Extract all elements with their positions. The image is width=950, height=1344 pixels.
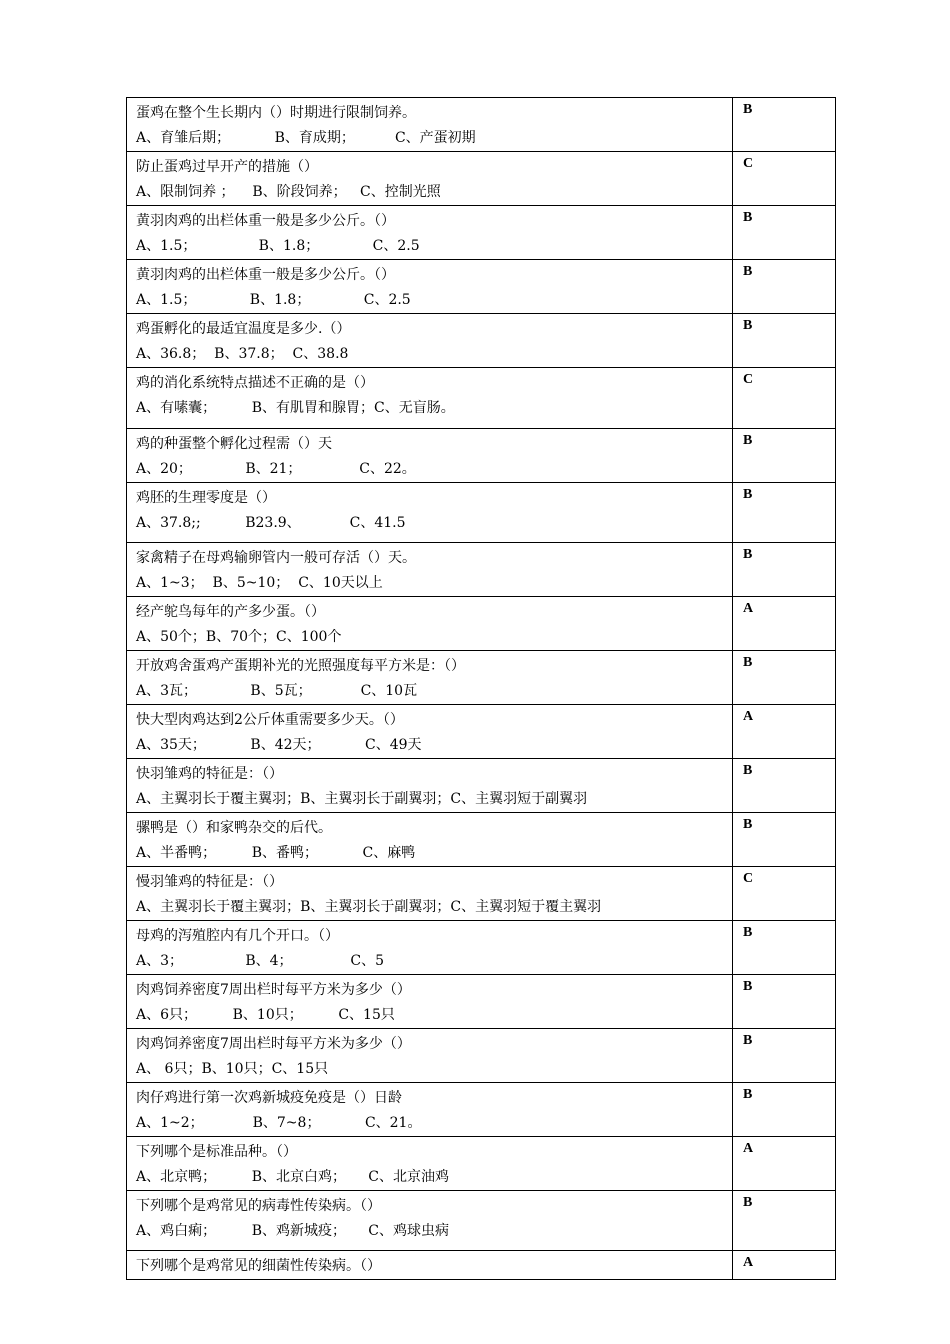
question-cell	[127, 1251, 733, 1280]
question-options: A、北京鸭； B、北京白鸡； C、北京油鸡	[136, 1169, 449, 1185]
question-row	[127, 705, 836, 759]
question-row	[127, 1137, 836, 1191]
question-row	[127, 813, 836, 867]
question-options: A、有嗉囊； B、有肌胃和腺胃；C、无盲肠。	[136, 400, 455, 416]
question-text: 鸡蛋孵化的最适宜温度是多少.（）	[136, 321, 351, 337]
answer-cell: A	[733, 705, 836, 759]
question-cell	[127, 1029, 733, 1083]
question-row	[127, 1191, 836, 1251]
question-cell	[127, 867, 733, 921]
question-table	[126, 97, 836, 1280]
question-text: 经产鸵鸟每年的产多少蛋。（）	[136, 604, 325, 620]
question-options: A、37.8;; B23.9、 C、41.5	[136, 515, 406, 531]
question-cell	[127, 1083, 733, 1137]
question-cell	[127, 705, 733, 759]
question-row	[127, 368, 836, 429]
question-cell	[127, 1191, 733, 1251]
answer-cell: C	[733, 867, 836, 921]
question-row	[127, 260, 836, 314]
question-options: A、35天； B、42天； C、49天	[136, 737, 422, 753]
question-options: A、 6只；B、10只；C、15只	[136, 1061, 329, 1077]
answer-cell: B	[733, 759, 836, 813]
answer-cell: C	[733, 152, 836, 206]
question-text: 母鸡的泻殖腔内有几个开口。（）	[136, 928, 339, 944]
question-cell	[127, 597, 733, 651]
question-cell	[127, 206, 733, 260]
question-text: 慢羽雏鸡的特征是：（）	[136, 874, 283, 890]
question-row	[127, 543, 836, 597]
question-cell	[127, 813, 733, 867]
answer-cell: A	[733, 1137, 836, 1191]
question-cell	[127, 152, 733, 206]
question-cell	[127, 921, 733, 975]
answer-cell: B	[733, 314, 836, 368]
question-options: A、3； B、4； C、5	[136, 953, 384, 969]
question-cell	[127, 429, 733, 483]
question-options: A、主翼羽长于覆主翼羽；B、主翼羽长于副翼羽；C、主翼羽短于副翼羽	[136, 791, 588, 807]
question-text: 下列哪个是鸡常见的细菌性传染病。（）	[136, 1258, 381, 1274]
question-text: 下列哪个是标准品种。（）	[136, 1144, 297, 1160]
question-text: 肉鸡饲养密度7周出栏时每平方米为多少（）	[136, 1036, 411, 1052]
answer-cell: B	[733, 1083, 836, 1137]
question-cell	[127, 651, 733, 705]
question-row	[127, 483, 836, 543]
question-options: A、主翼羽长于覆主翼羽；B、主翼羽长于副翼羽；C、主翼羽短于覆主翼羽	[136, 899, 602, 915]
question-row	[127, 98, 836, 152]
question-text: 鸡胚的生理零度是（）	[136, 490, 276, 506]
question-row	[127, 975, 836, 1029]
answer-cell: C	[733, 368, 836, 429]
question-text: 肉鸡饲养密度7周出栏时每平方米为多少（）	[136, 982, 411, 998]
question-cell	[127, 98, 733, 152]
question-row	[127, 921, 836, 975]
question-text: 黄羽肉鸡的出栏体重一般是多少公斤。（）	[136, 267, 395, 283]
question-row	[127, 1029, 836, 1083]
question-text: 蛋鸡在整个生长期内（）时期进行限制饲养。	[136, 105, 416, 121]
question-options: A、1.5； B、1.8； C、2.5	[136, 238, 420, 254]
question-cell	[127, 975, 733, 1029]
answer-cell: B	[733, 975, 836, 1029]
question-table-body	[127, 98, 836, 1280]
question-text: 肉仔鸡进行第一次鸡新城疫免疫是（）日龄	[136, 1090, 402, 1106]
question-row	[127, 651, 836, 705]
question-text: 快大型肉鸡达到2公斤体重需要多少天。（）	[136, 712, 404, 728]
question-row	[127, 314, 836, 368]
question-row	[127, 1083, 836, 1137]
question-cell	[127, 1137, 733, 1191]
question-options: A、鸡白痢； B、鸡新城疫； C、鸡球虫病	[136, 1223, 449, 1239]
question-row	[127, 429, 836, 483]
answer-cell: B	[733, 813, 836, 867]
answer-cell: B	[733, 1191, 836, 1251]
question-options: A、1~3； B、5~10； C、10天以上	[136, 575, 383, 591]
question-text: 黄羽肉鸡的出栏体重一般是多少公斤。（）	[136, 213, 395, 229]
answer-cell: B	[733, 483, 836, 543]
question-cell	[127, 368, 733, 429]
question-text: 防止蛋鸡过早开产的措施（）	[136, 159, 318, 175]
question-options: A、50个；B、70个；C、100个	[136, 629, 342, 645]
question-options: A、36.8； B、37.8； C、38.8	[136, 346, 349, 362]
question-text: 鸡的消化系统特点描述不正确的是（）	[136, 375, 374, 391]
question-row	[127, 759, 836, 813]
question-options: A、育雏后期； B、育成期； C、产蛋初期	[136, 130, 476, 146]
question-text: 骡鸭是（）和家鸭杂交的后代。	[136, 820, 332, 836]
answer-cell: B	[733, 543, 836, 597]
question-options: A、1.5； B、1.8； C、2.5	[136, 292, 411, 308]
question-options: A、限制饲养 ； B、阶段饲养； C、控制光照	[136, 184, 441, 200]
question-text: 鸡的种蛋整个孵化过程需（）天	[136, 436, 332, 452]
answer-cell: A	[733, 597, 836, 651]
answer-cell: B	[733, 260, 836, 314]
question-cell	[127, 260, 733, 314]
question-cell	[127, 483, 733, 543]
question-options: A、半番鸭； B、番鸭； C、麻鸭	[136, 845, 416, 861]
answer-cell: B	[733, 206, 836, 260]
question-cell	[127, 759, 733, 813]
question-cell	[127, 314, 733, 368]
question-row	[127, 597, 836, 651]
question-row	[127, 1251, 836, 1280]
question-text: 家禽精子在母鸡输卵管内一般可存活（）天。	[136, 550, 416, 566]
question-text: 快羽雏鸡的特征是：（）	[136, 766, 283, 782]
answer-cell: B	[733, 1029, 836, 1083]
answer-cell: B	[733, 429, 836, 483]
answer-cell: B	[733, 921, 836, 975]
question-text: 下列哪个是鸡常见的病毒性传染病。（）	[136, 1198, 381, 1214]
question-options: A、6只； B、10只； C、15只	[136, 1007, 395, 1023]
question-cell	[127, 543, 733, 597]
question-options: A、1~2； B、7~8； C、21。	[136, 1115, 422, 1131]
question-row	[127, 867, 836, 921]
question-options: A、20； B、21； C、22。	[136, 461, 416, 477]
answer-cell: B	[733, 651, 836, 705]
question-row	[127, 206, 836, 260]
question-row	[127, 152, 836, 206]
answer-cell: A	[733, 1251, 836, 1280]
answer-cell: B	[733, 98, 836, 152]
question-text: 开放鸡舍蛋鸡产蛋期补光的光照强度每平方米是：（）	[136, 658, 465, 674]
question-options: A、3瓦； B、5瓦； C、10瓦	[136, 683, 418, 699]
